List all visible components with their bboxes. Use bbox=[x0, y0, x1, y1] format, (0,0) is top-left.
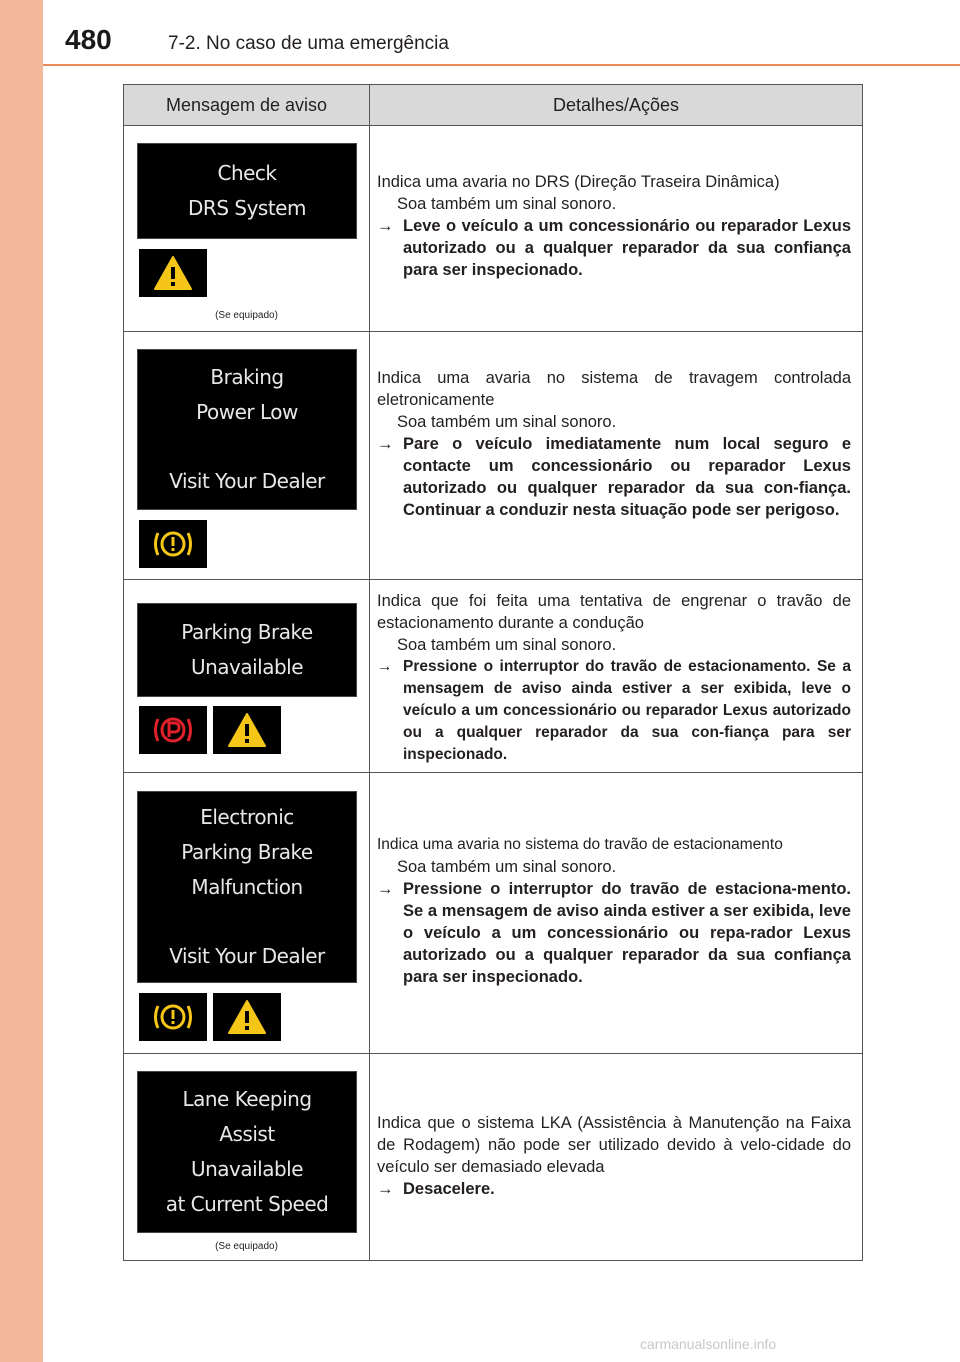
details-parking-malfunction bbox=[377, 834, 851, 988]
arrow-icon: → bbox=[377, 1180, 394, 1198]
screen-line: Unavailable bbox=[190, 655, 304, 679]
display-screen-drs bbox=[137, 143, 357, 239]
description: Indica que o sistema LKA (Assistência à Manutenção na Faixa de Rodagem) não pode ser utilizado devido à velo-cidade do veículo ser demasiado elevada bbox=[377, 1114, 851, 1176]
equipment-note: (Se equipado) bbox=[215, 310, 278, 321]
screen-line: Parking Brake bbox=[181, 620, 313, 644]
page-header bbox=[43, 0, 960, 66]
display-screen-lka bbox=[137, 1071, 357, 1233]
row-divider bbox=[124, 331, 862, 332]
screen-line: Power Low bbox=[196, 400, 298, 424]
action-text bbox=[377, 656, 851, 766]
details-lka bbox=[377, 1112, 851, 1200]
side-tab-strip bbox=[0, 0, 43, 1362]
screen-line: Visit Your Dealer bbox=[169, 944, 325, 968]
screen-line: Assist bbox=[219, 1122, 275, 1146]
warning-triangle-icon bbox=[139, 249, 207, 297]
screen-gap bbox=[138, 905, 356, 939]
screen-line: Electronic bbox=[200, 805, 294, 829]
action-text bbox=[377, 215, 851, 281]
sound-note: Soa também um sinal sonoro. bbox=[397, 858, 617, 876]
action-label: Pare o veículo imediatamente num local seguro e contacte um concessionário ou reparador Lexus autorizado ou qualquer reparador da sua con-fiança. Continuar a conduzir nesta situação pode ser perigoso. bbox=[403, 435, 851, 519]
action-label: Leve o veículo a um concessionário ou reparador Lexus autorizado ou a qualquer reparador da sua confiança para ser inspecionado. bbox=[403, 217, 851, 279]
action-text bbox=[377, 433, 851, 521]
arrow-icon: → bbox=[377, 435, 394, 453]
action-text bbox=[377, 1178, 851, 1200]
warning-triangle-icon bbox=[213, 706, 281, 754]
brake-warning-icon bbox=[139, 520, 207, 568]
details-drs bbox=[377, 171, 851, 281]
action-label: Desacelere. bbox=[403, 1180, 495, 1198]
action-text bbox=[377, 878, 851, 988]
action-label: Pressione o interruptor do travão de estacionamento. Se a mensagem de aviso ainda estiver a ser exibida, leve o veículo a um concessionário ou reparador Lexus autorizado ou a qualquer reparador da sua con-fiança para ser inspecionado. bbox=[403, 658, 851, 763]
section-title: 7-2. No caso de uma emergência bbox=[168, 33, 449, 54]
screen-line: at Current Speed bbox=[165, 1192, 329, 1216]
details-parking-unavailable bbox=[377, 590, 851, 766]
details-braking bbox=[377, 367, 851, 521]
description: Indica que foi feita uma tentativa de engrenar o travão de estacionamento durante a condução bbox=[377, 592, 851, 632]
arrow-icon: → bbox=[377, 880, 394, 898]
screen-line: Unavailable bbox=[190, 1157, 304, 1181]
screen-line: Malfunction bbox=[191, 875, 303, 899]
header-rule bbox=[43, 64, 960, 66]
sound-note: Soa também um sinal sonoro. bbox=[397, 413, 617, 431]
row-divider bbox=[124, 772, 862, 773]
display-screen-parking-malfunction bbox=[137, 791, 357, 983]
warning-triangle-icon bbox=[213, 993, 281, 1041]
description: Indica uma avaria no sistema do travão de estacionamento bbox=[377, 836, 783, 853]
display-screen-braking bbox=[137, 349, 357, 510]
table-header bbox=[124, 85, 862, 126]
sound-note: Soa também um sinal sonoro. bbox=[397, 195, 617, 213]
screen-line: Lane Keeping bbox=[182, 1087, 312, 1111]
column-header-details: Detalhes/Ações bbox=[552, 95, 680, 115]
arrow-icon: → bbox=[377, 217, 394, 235]
sound-note: Soa também um sinal sonoro. bbox=[397, 636, 617, 654]
column-header-message: Mensagem de aviso bbox=[165, 95, 328, 115]
screen-gap bbox=[138, 430, 356, 464]
action-label: Pressione o interruptor do travão de estaciona-mento. Se a mensagem de aviso ainda estiver a ser exibida, leve o veículo a um concessionário ou repa-rador Lexus autorizado ou a qualquer reparador da sua confiança para ser inspecionado. bbox=[403, 880, 851, 986]
parking-brake-icon bbox=[139, 706, 207, 754]
screen-line: Braking bbox=[210, 365, 284, 389]
row-divider bbox=[124, 579, 862, 580]
footer-watermark: carmanualsonline.info bbox=[640, 1336, 777, 1352]
screen-line: Visit Your Dealer bbox=[169, 469, 325, 493]
screen-line: Parking Brake bbox=[181, 840, 313, 864]
row-divider bbox=[124, 1053, 862, 1054]
column-divider bbox=[369, 85, 370, 1260]
brake-warning-icon bbox=[139, 993, 207, 1041]
screen-line: DRS System bbox=[188, 196, 306, 220]
display-screen-parking-unavailable bbox=[137, 603, 357, 697]
equipment-note: (Se equipado) bbox=[215, 1241, 278, 1252]
page-number: 480 bbox=[65, 24, 112, 55]
arrow-icon: → bbox=[377, 658, 393, 675]
screen-line: Check bbox=[217, 161, 277, 185]
description: Indica uma avaria no DRS (Direção Traseira Dinâmica) bbox=[377, 173, 780, 191]
warning-message-table bbox=[123, 84, 863, 1261]
description: Indica uma avaria no sistema de travagem controlada eletronicamente bbox=[377, 369, 851, 409]
